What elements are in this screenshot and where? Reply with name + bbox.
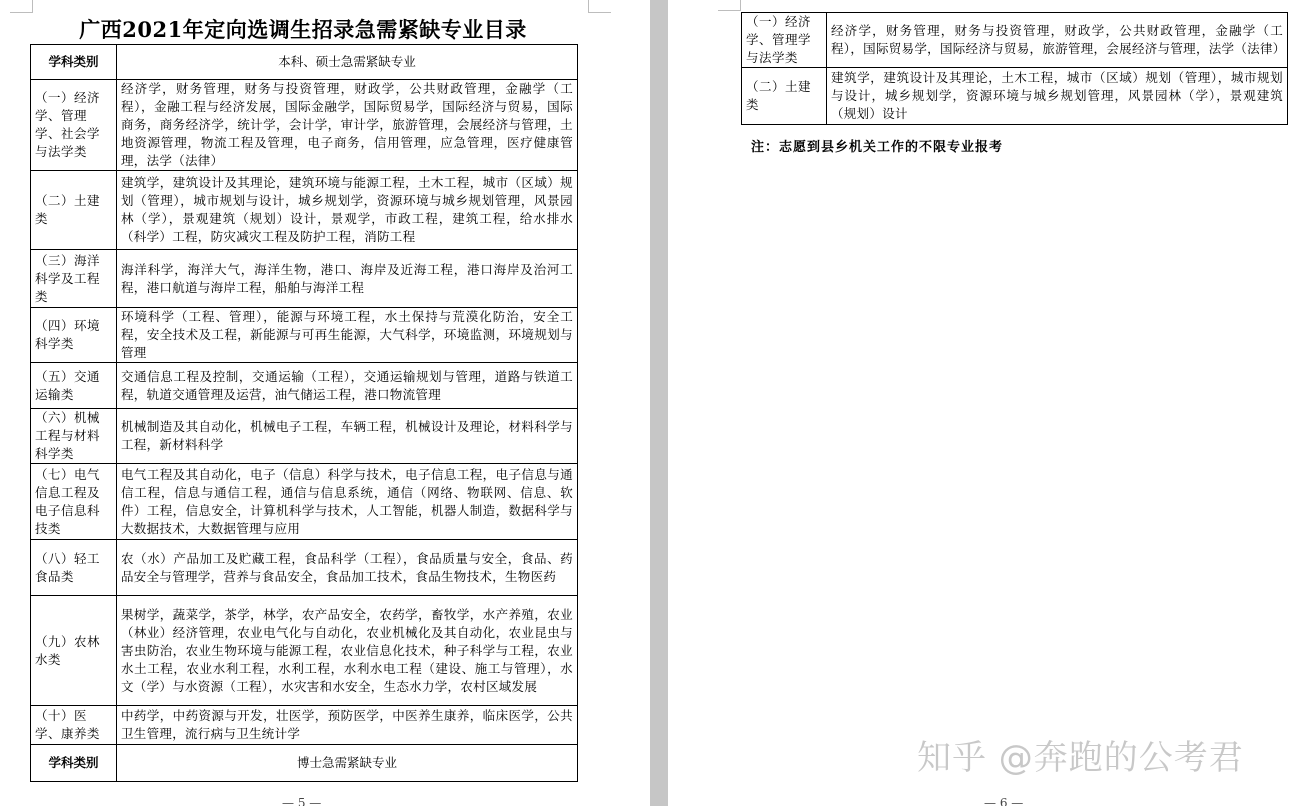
watermark: 知乎 @奔跑的公考君: [917, 738, 1244, 778]
row-majors: 经济学，财务管理，财务与投资管理，财政学，公共财政管理，金融学（工程），国际贸易学，国际经济与贸易，旅游管理，会展经济与管理，法学（法律）: [827, 13, 1288, 68]
table-row: [31, 596, 578, 706]
row-majors: 环境科学（工程、管理），能源与环境工程，水土保持与荒漠化防治，安全工程，安全技术及工程，新能源与可再生能源，大气科学，环境监测，环境规划与管理: [117, 308, 578, 363]
row-category: （八）轻工食品类: [31, 540, 117, 596]
table-row: [31, 171, 578, 250]
document-page-left: [0, 0, 650, 806]
footer-majors: 博士急需紧缺专业: [117, 745, 578, 782]
header-majors: 本科、硕士急需紧缺专业: [117, 45, 578, 80]
row-category: （六）机械工程与材料科学类: [31, 409, 117, 464]
page-corner-mark: [588, 0, 611, 13]
page-corner-mark: [718, 0, 741, 11]
page-corner-mark: [10, 0, 33, 13]
row-majors: 电气工程及其自动化，电子（信息）科学与技术，电子信息工程，电子信息与通信工程，信息与通信工程，通信与信息系统，通信（网络、物联网、信息、软件）工程，信息安全，计算机科学与技术，人工智能，机器人制造，数据科学与大数据技术，大数据管理与应用: [117, 464, 578, 540]
document-title: 广西2021年定向选调生招录急需紧缺专业目录: [79, 17, 527, 42]
table-row: [31, 464, 578, 540]
row-category: （四）环境科学类: [31, 308, 117, 363]
doctoral-majors-table: [741, 12, 1288, 125]
table-row: [742, 68, 1288, 125]
table-row: [31, 409, 578, 464]
table-subheader-row: [31, 745, 578, 782]
row-category: （五）交通运输类: [31, 363, 117, 409]
table-row: [31, 250, 578, 308]
row-majors: 经济学，财务管理，财务与投资管理，财政学，公共财政管理，金融学（工程），金融工程与经济发展，国际金融学，国际贸易学，国际经济与贸易，国际商务，商务经济学，统计学，会计学，审计学，旅游管理，会展经济与管理，土地资源管理，物流工程及管理，电子商务，信用管理，应急管理，医疗健康管理，法学（法律）: [117, 80, 578, 171]
row-category: （二）土建类: [31, 171, 117, 250]
row-majors: 机械制造及其自动化，机械电子工程，车辆工程，机械设计及理论，材料科学与工程，新材料科学: [117, 409, 578, 464]
majors-table: [30, 44, 578, 782]
row-majors: 海洋科学，海洋大气，海洋生物，港口、海岸及近海工程，港口海岸及治河工程，港口航道与海岸工程，船舶与海洋工程: [117, 250, 578, 308]
row-majors: 交通信息工程及控制，交通运输（工程），交通运输规划与管理，道路与铁道工程，轨道交通管理及运营，油气储运工程，港口物流管理: [117, 363, 578, 409]
row-category: （十）医学、康养类: [31, 706, 117, 745]
page-gutter: [650, 0, 668, 806]
page-number: — 5 —: [282, 796, 322, 806]
row-majors: 建筑学，建筑设计及其理论，建筑环境与能源工程，土木工程，城市（区域）规划（管理），城市规划与设计，城乡规划学，资源环境与城乡规划管理，风景园林（学），景观建筑（规划）设计，景观学，市政工程，建筑工程，给水排水（科学）工程，防灾减灾工程及防护工程，消防工程: [117, 171, 578, 250]
row-category: （七）电气信息工程及电子信息科技类: [31, 464, 117, 540]
footer-category: 学科类别: [31, 745, 117, 782]
page-number: — 6 —: [984, 796, 1024, 806]
row-category: （一）经济学、管理学与法学类: [742, 13, 827, 68]
table-row: [31, 308, 578, 363]
table-row: [31, 80, 578, 171]
row-category: （一）经济学、管理学、社会学与法学类: [31, 80, 117, 171]
table-header-row: [31, 45, 578, 80]
footnote: 注：志愿到县乡机关工作的不限专业报考: [751, 140, 1004, 155]
row-majors: 建筑学，建筑设计及其理论，土木工程，城市（区域）规划（管理），城市规划与设计，城乡规划学，资源环境与城乡规划管理，风景园林（学），景观建筑（规划）设计: [827, 68, 1288, 125]
table-row: [742, 13, 1288, 68]
document-page-right: [668, 0, 1310, 806]
row-majors: 中药学，中药资源与开发，壮医学，预防医学，中医养生康养，临床医学，公共卫生管理，流行病与卫生统计学: [117, 706, 578, 745]
header-category: 学科类别: [31, 45, 117, 80]
table-row: [31, 363, 578, 409]
row-majors: 农（水）产品加工及贮藏工程，食品科学（工程），食品质量与安全，食品、药品安全与管理学，营养与食品安全，食品加工技术，食品生物技术，生物医药: [117, 540, 578, 596]
row-category: （九）农林水类: [31, 596, 117, 706]
row-category: （三）海洋科学及工程类: [31, 250, 117, 308]
table-row: [31, 706, 578, 745]
row-majors: 果树学，蔬菜学，茶学，林学，农产品安全，农药学，畜牧学，水产养殖，农业（林业）经济管理，农业电气化与自动化，农业机械化及其自动化，农业昆虫与害虫防治，农业生物环境与能源工程，农业信息化技术，种子科学与工程，农业水土工程，农业水利工程，水利工程，水利水电工程（建设、施工与管理），水文（学）与水资源（工程），水灾害和水安全，生态水力学，农村区域发展: [117, 596, 578, 706]
table-row: [31, 540, 578, 596]
row-category: （二）土建类: [742, 68, 827, 125]
